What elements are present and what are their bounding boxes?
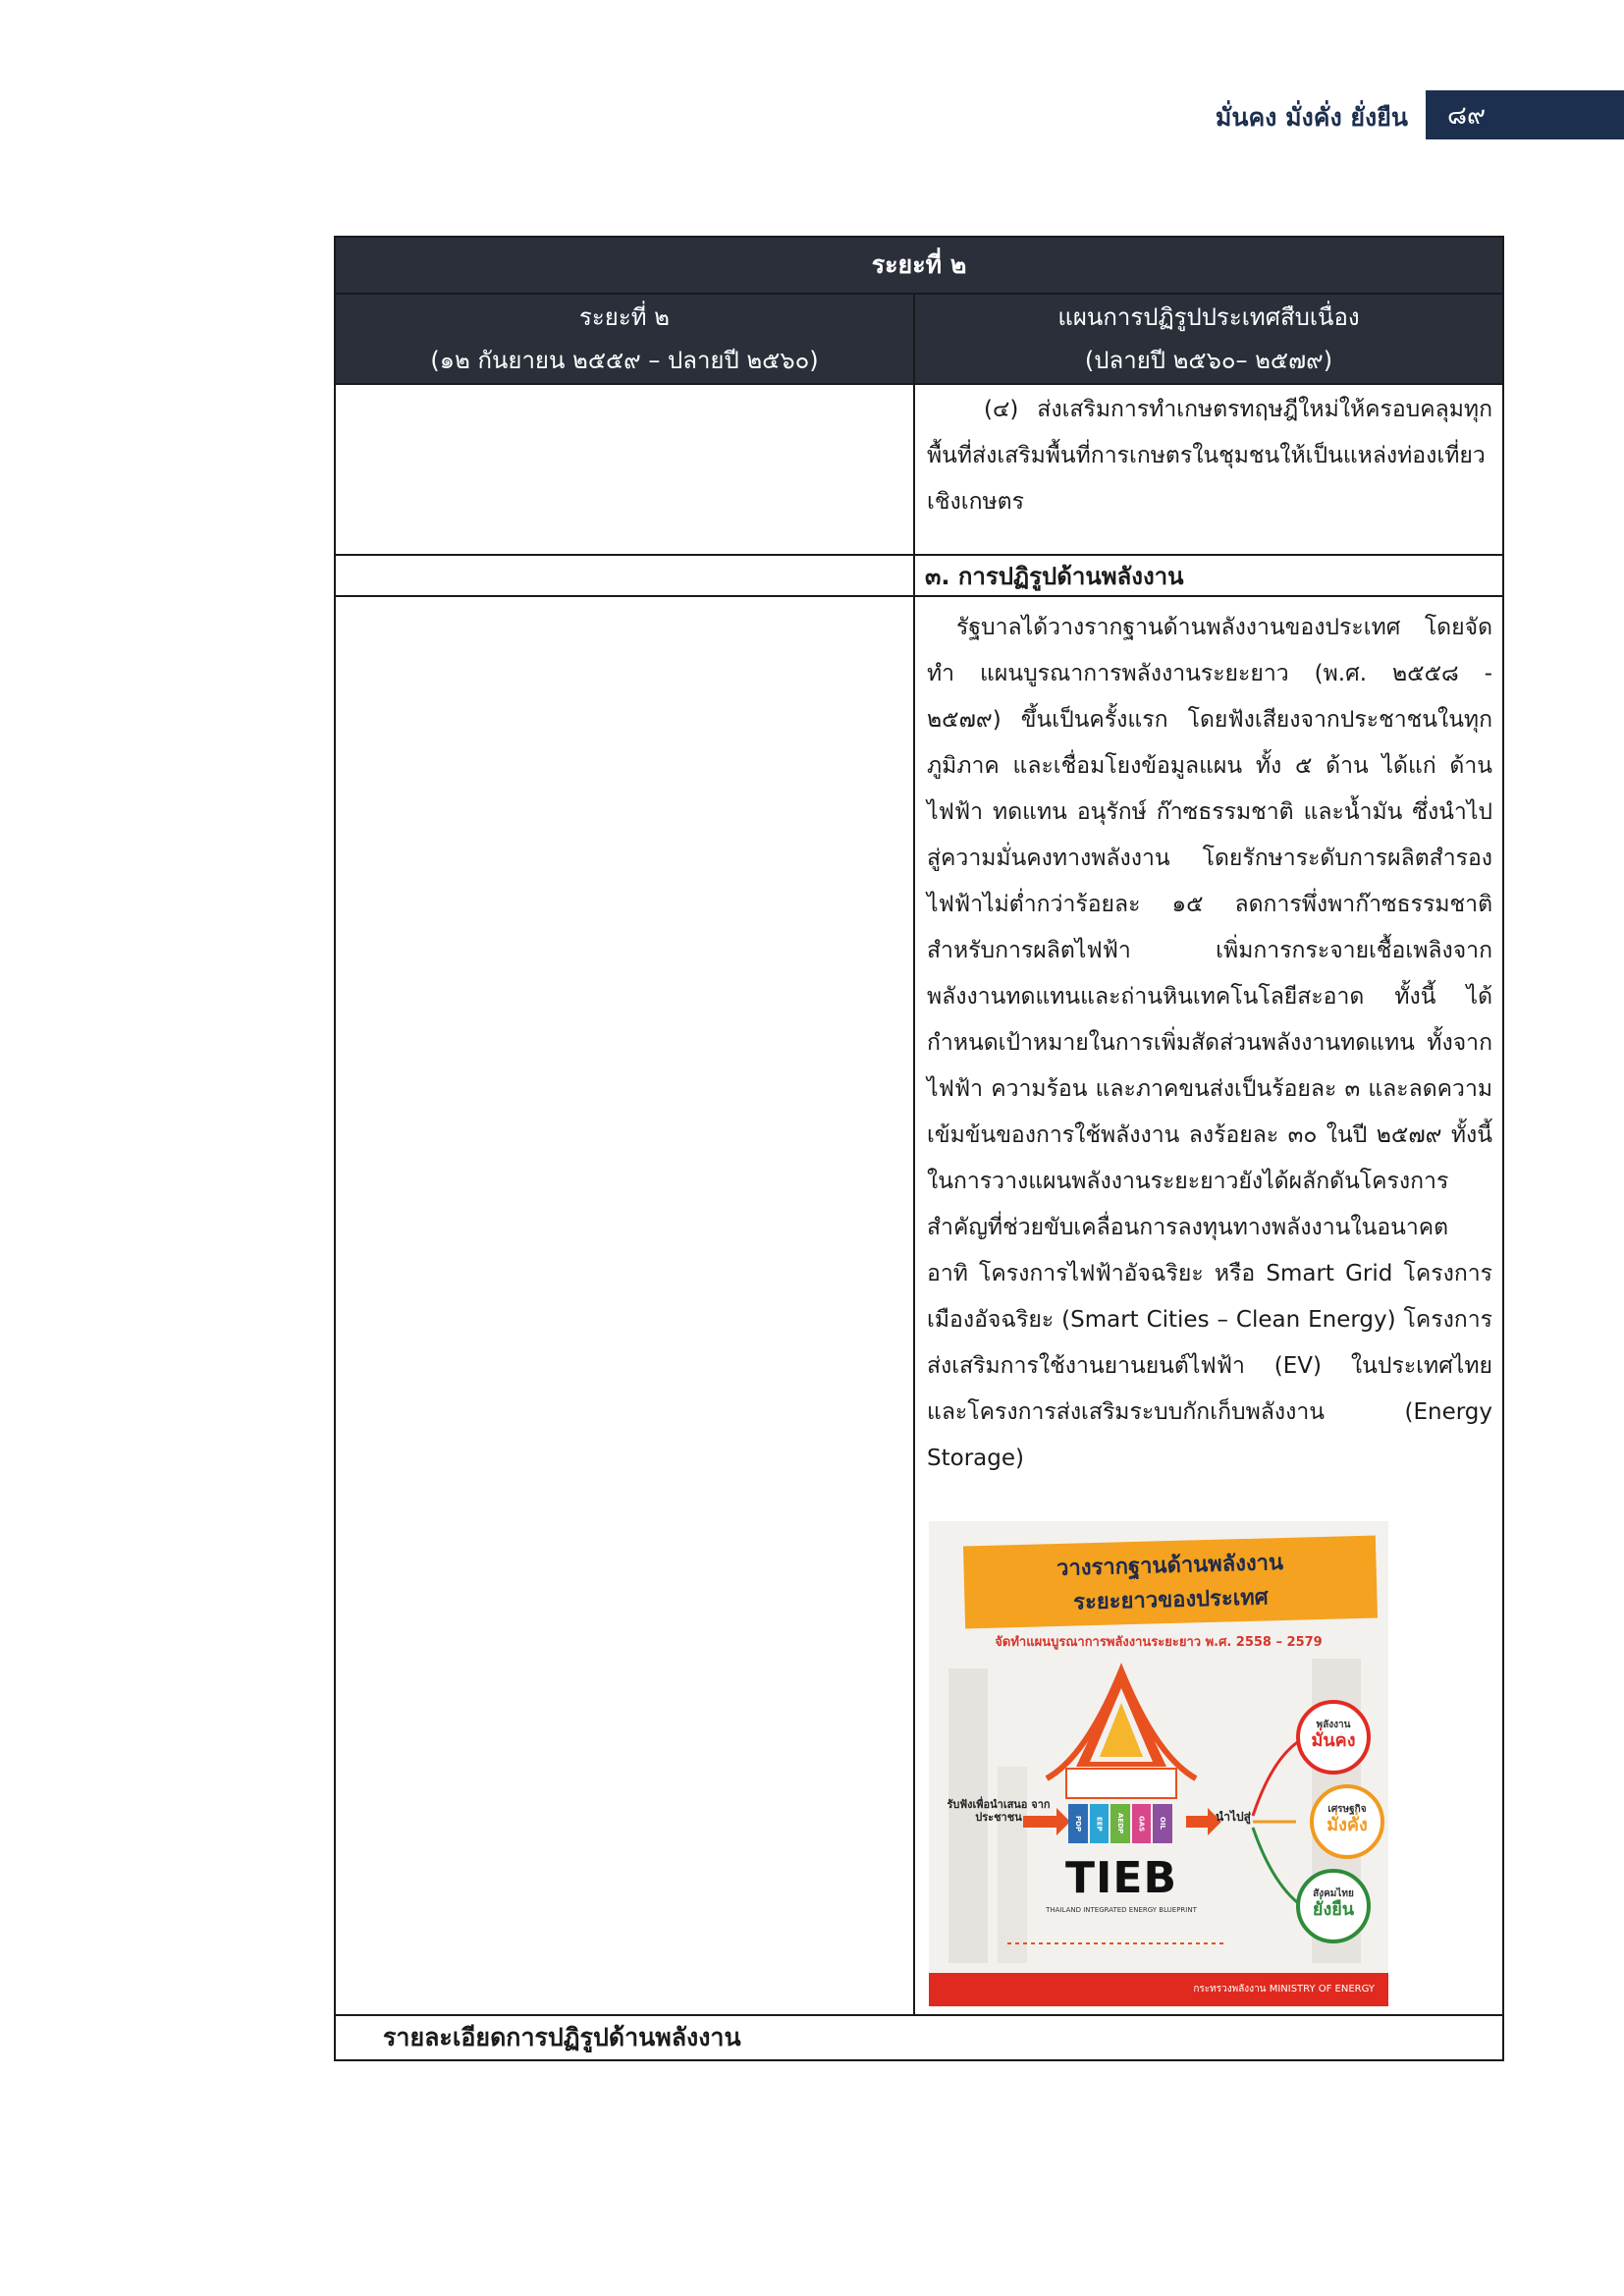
column-header-plan-title: แผนการปฏิรูปประเทศสืบเนื่อง <box>1057 303 1360 331</box>
column-header-phase2 <box>335 294 914 384</box>
plan-code-tile: AEDP <box>1110 1804 1130 1843</box>
header-title: มั่นคง มั่งคั่ง ยั่งยืน <box>1215 103 1408 132</box>
infographic-subtitle: จัดทำแผนบูรณาการพลังงานระยะยาว พ.ศ. 2558 – 2579 <box>995 1635 1323 1650</box>
empty-cell <box>335 596 914 2015</box>
column-header-phase2-title: ระยะที่ ๒ <box>578 303 670 331</box>
energy-reform-details-heading: รายละเอียดการปฏิรูปด้านพลังงาน <box>335 2015 1503 2060</box>
column-header-continuing-plan <box>914 294 1503 384</box>
infographic-title-line1: วางรากฐานด้านพลังงาน <box>1056 1550 1284 1582</box>
tieb-logo-subtitle: THAILAND INTEGRATED ENERGY BLUEPRINT <box>1046 1906 1197 1914</box>
column-header-plan-dates: (ปลายปี ๒๕๖๐– ๒๕๗๙) <box>1084 347 1333 374</box>
phase-banner: ระยะที่ ๒ <box>335 237 1503 294</box>
infographic-public-input-label: รับฟังเพื่อนำเสนอ จากประชาชน <box>947 1798 1051 1824</box>
outcome-wealthy-big: มั่งคั่ง <box>1326 1815 1368 1835</box>
infographic-title-line2: ระยะยาวของประเทศ <box>1072 1585 1270 1615</box>
infographic-title-banner <box>963 1536 1378 1629</box>
plan-codes-strip <box>1068 1804 1174 1843</box>
outcome-wealthy <box>1312 1802 1382 1833</box>
outcome-sustainable-big: ยั่งยืน <box>1312 1899 1355 1920</box>
outcome-secure <box>1298 1718 1369 1749</box>
item-4-text: (๔) ส่งเสริมการทำเกษตรทฤษฎีใหม่ให้ครอบคลุมทุกพื้นที่ส่งเสริมพื้นที่การเกษตรในชุมชนให้เป็นแหล่งท่องเที่ยวเชิงเกษตร <box>914 384 1503 555</box>
tieb-logo-text: TIEB <box>1065 1853 1177 1903</box>
plan-code-tile: OIL <box>1153 1804 1172 1843</box>
energy-blueprint-infographic <box>929 1521 1388 2006</box>
plan-code-tile: GAS <box>1132 1804 1152 1843</box>
section-3-title: ๓. การปฏิรูปด้านพลังงาน <box>914 555 1503 596</box>
outcome-secure-small: พลังงาน <box>1316 1720 1351 1730</box>
outcome-wealthy-small: เศรษฐกิจ <box>1327 1804 1367 1815</box>
reform-table <box>334 236 1504 2061</box>
outcome-sustainable <box>1298 1886 1369 1918</box>
section-3-content <box>914 596 1503 2015</box>
section-3-paragraph: รัฐบาลได้วางรากฐานด้านพลังงานของประเทศ โดยจัดทำ แผนบูรณาการพลังงานระยะยาว (พ.ศ. ๒๕๕๘ - ๒๕๗๙) ขึ้นเป็นครั้งแรก โดยฟังเสียงจากประชาชนในทุกภูมิภาค และเชื่อมโยงข้อมูลแผน ทั้ง ๕ ด้าน ได้แก่ ด้านไฟฟ้า ทดแทน อนุรักษ์ ก๊าซธรรมชาติ และน้ำมัน ซึ่งนำไปสู่ความมั่นคงทางพลังงาน โดยรักษาระดับการผลิตสำรองไฟฟ้าไม่ต่ำกว่าร้อยละ ๑๕ ลดการพึ่งพาก๊าซธรรมชาติสำหรับการผลิตไฟฟ้า เพิ่มการกระจายเชื้อเพลิงจากพลังงานทดแทนและถ่านหินเทคโนโลยีสะอาด ทั้งนี้ ได้กำหนดเป้าหมายในการเพิ่มสัดส่วนพลังงานทดแทน ทั้งจากไฟฟ้า ความร้อน และภาคขนส่งเป็นร้อยละ ๓ และลดความเข้มข้นของการใช้พลังงาน ลงร้อยละ ๓๐ ในปี ๒๕๗๙ ทั้งนี้ ในการวางแผนพลังงานระยะยาวยังได้ผลักดันโครงการสำคัญที่ช่วยขับเคลื่อนการลงทุนทางพลังงานในอนาคต อาทิ โครงการไฟฟ้าอัจฉริยะ หรือ Smart Grid โครงการเมืองอัจฉริยะ (Smart Cities – Clean Energy) โครงการส่งเสริมการใช้งานยานยนต์ไฟฟ้า (EV) ในประเทศไทย และโครงการส่งเสริมระบบกักเก็บพลังงาน (Energy Storage) <box>927 615 1493 1471</box>
infographic-leads-to-label: นำไปสู่ <box>1216 1810 1251 1824</box>
outcome-secure-big: มั่นคง <box>1311 1730 1356 1751</box>
empty-cell <box>335 384 914 555</box>
empty-cell <box>335 555 914 596</box>
plan-code-tile: PDP <box>1068 1804 1088 1843</box>
plan-code-tile: EEP <box>1090 1804 1110 1843</box>
outcome-sustainable-small: สังคมไทย <box>1313 1888 1354 1899</box>
page-number-badge: ๘๙ <box>1426 90 1624 139</box>
ministry-footer: กระทรวงพลังงาน MINISTRY OF ENERGY <box>929 1973 1388 2006</box>
column-header-phase2-dates: (๑๒ กันยายน ๒๕๕๙ – ปลายปี ๒๕๖๐) <box>430 347 819 374</box>
